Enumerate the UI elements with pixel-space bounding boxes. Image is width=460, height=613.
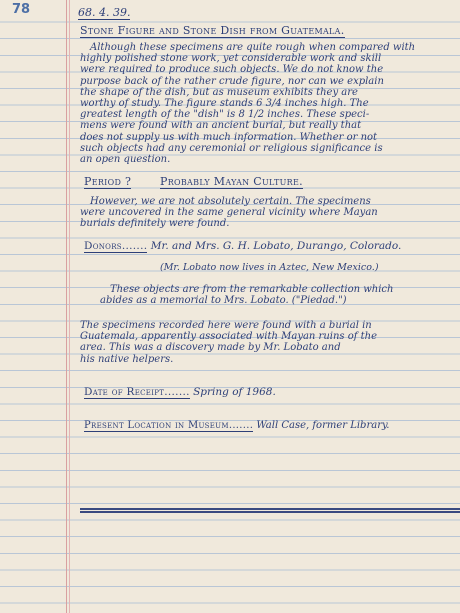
description-line: does not supply us with much information. Whether or not	[80, 131, 378, 143]
margin-line	[66, 0, 67, 613]
collection-note-line: These objects are from the remarkable collection which	[110, 284, 394, 295]
description-line: greatest length of the "dish" is 8 1/2 inches. These speci-	[80, 109, 370, 121]
record-note-line: his native helpers.	[80, 353, 174, 365]
description-line: mens were found with an ancient burial, but really that	[80, 120, 362, 132]
location-label: Present Location in Museum.......	[84, 420, 254, 431]
entry-title: Stone Figure and Stone Dish from Guatemala.	[80, 24, 345, 37]
donors-value: Mr. and Mrs. G. H. Lobato, Durango, Colorado.	[150, 240, 402, 252]
record-note-line: The specimens recorded here were found with a burial in	[80, 320, 372, 331]
period-value: Probably Mayan Culture.	[160, 175, 303, 188]
receipt-value: Spring of 1968.	[193, 386, 276, 398]
description-line: purpose back of the rather crude figure, nor can we explain	[80, 75, 384, 87]
donors-row	[84, 240, 401, 252]
record-note-line: area. This was a discovery made by Mr. Lobato and	[80, 342, 341, 354]
period-label: Period ?	[84, 175, 132, 188]
donors-label: Donors.......	[84, 240, 148, 252]
description-line: the shape of the dish, but as museum exhibits they are	[80, 86, 358, 98]
entry-date: 68. 4. 39.	[78, 6, 131, 19]
donors-note: (Mr. Lobato now lives in Aztec, New Mexico.)	[160, 262, 379, 273]
description-line: were required to produce such objects. We do not know the	[80, 64, 384, 76]
description-line: an open question.	[80, 154, 171, 166]
closing-rule-upper	[80, 508, 460, 510]
description-line: highly polished stone work, yet considerable work and skill	[80, 53, 382, 65]
collection-note-line: abides as a memorial to Mrs. Lobato. ("Piedad.")	[100, 295, 347, 307]
record-note-line: Guatemala, apparently associated with Mayan ruins of the	[80, 331, 377, 343]
description-line: worthy of study. The figure stands 6 3/4 inches high. The	[80, 98, 369, 110]
description-line: Although these specimens are quite rough when compared with	[90, 42, 416, 53]
period-note	[80, 196, 378, 230]
record-note	[80, 320, 377, 365]
period-note-line: However, we are not absolutely certain. The specimens	[90, 196, 371, 207]
location-row	[84, 420, 389, 431]
page-number: 78	[12, 2, 31, 17]
margin-line-inner	[69, 0, 70, 613]
period-note-line: were uncovered in the same general vicinity where Mayan	[80, 207, 378, 219]
receipt-row	[84, 386, 276, 398]
location-value: Wall Case, former Library.	[256, 420, 390, 431]
closing-rule-lower	[80, 511, 460, 513]
collection-note	[100, 284, 393, 306]
description-line: such objects had any ceremonial or religious significance is	[80, 142, 383, 154]
description-paragraph	[80, 42, 415, 165]
receipt-label: Date of Receipt.......	[84, 386, 190, 398]
period-note-line: burials definitely were found.	[80, 218, 230, 230]
